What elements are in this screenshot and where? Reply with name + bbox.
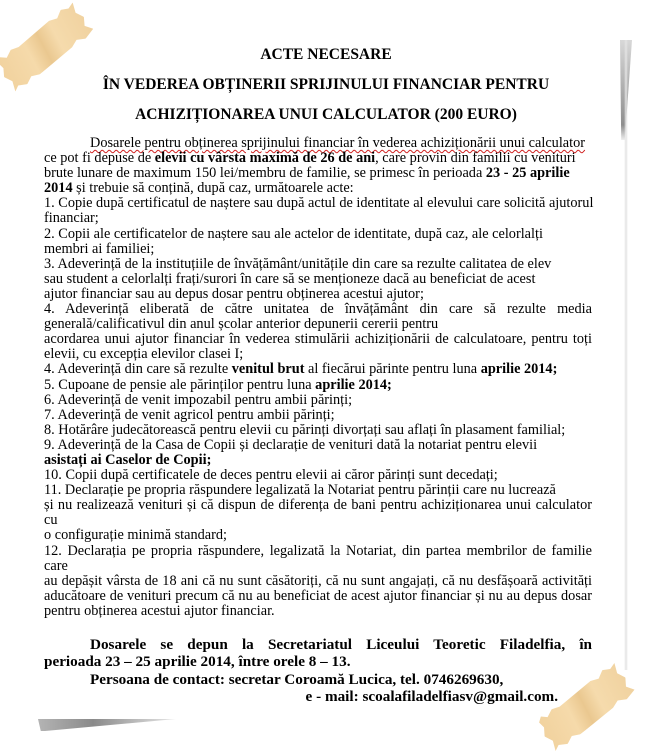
intro-text: ce pot fi depuse de <box>44 150 155 167</box>
intro-bold-year: 2014 <box>44 180 73 197</box>
list-item: 4. Adeverință eliberată de către unitatea de învățământ din care să rezulte media <box>44 301 592 318</box>
list-item: 3. Adeverință de la instituțiile de învățământ/unitățile din care sa rezulte calitatea de elev <box>44 255 552 272</box>
item-bold: venitul brut <box>231 361 305 378</box>
contact-person: Persoana de contact: secretar Coroamă Lucica, tel. 0746269630, <box>90 670 504 688</box>
item-bold: asistați ai Caselor de Copii; <box>44 451 212 468</box>
list-item-continuation: aducătoare de venituri precum că nu au beneficiat de acest ajutor financiar și nu au depus dosar <box>44 587 592 604</box>
item-bold: aprilie 2014; <box>480 361 558 378</box>
intro-bold-age: elevii cu vârsta maximă de 26 de ani <box>154 150 376 167</box>
item-bold: aprilie 2014; <box>315 376 392 393</box>
submission-location: Dosarele se depun la Secretariatul Liceului Teoretic Filadelfia, în <box>90 636 592 653</box>
intro-text: Dosarele pentru obținerea sprijinului financiar în vederea achiziționării unui calculator <box>90 135 586 151</box>
document-subtitle-line-2: ACHIZIȚIONAREA UNUI CALCULATOR (200 EURO) <box>135 106 517 123</box>
intro-line <box>44 151 592 166</box>
list-item: 9. Adeverință de la Casa de Copii și declarație de venituri dată la notariat pentru elevii <box>44 436 538 453</box>
submission-period: perioada 23 – 25 aprilie 2014, între orele 8 – 13. <box>44 653 351 671</box>
list-item-continuation: ajutor financiar sau au depus dosar pentru obținerea acestui ajutor; <box>44 285 424 302</box>
list-item: 8. Hotărâre judecătorească pentru elevii cu părinți divorțați sau aflați în plasament familial; <box>44 421 566 438</box>
intro-text: , care provin din familii cu venituri <box>375 150 576 167</box>
page-curl-shadow-bottom <box>38 719 176 731</box>
list-item: 7. Adeverință de venit agricol pentru ambii părinți; <box>44 406 335 423</box>
list-item <box>44 362 592 377</box>
list-item-continuation: acordarea unui ajutor financiar în vederea stimulării achiziționării de calculatoare, pentru toți <box>44 331 592 348</box>
list-item <box>44 378 592 393</box>
list-item-continuation: membri ai familiei; <box>44 240 155 257</box>
list-item: 2. Copii ale certificatelor de naștere sau ale actelor de identitate, după caz, ale celorlalți <box>44 225 543 242</box>
list-item-continuation <box>44 453 592 468</box>
list-item: 1. Copie după certificatul de naștere sau după actul de identitate al elevului care solicită ajutorul <box>44 195 594 212</box>
document-title: ACTE NECESARE <box>260 46 392 63</box>
list-item-continuation: sau student a celorlalți frați/surori în care să se menționeze dacă au beneficiat de acest <box>44 270 536 287</box>
contact-email[interactable]: e - mail: scoalafiladelfiasv@gmail.com. <box>305 687 558 705</box>
list-item-continuation: pentru obținerea acestui ajutor financiar. <box>44 602 275 619</box>
submission-info <box>44 636 592 705</box>
intro-line <box>44 136 592 151</box>
intro-text: și trebuie să conțină, după caz, următoarele acte: <box>72 180 354 197</box>
intro-line <box>44 181 592 196</box>
item-text: 4. Adeverință din care să rezulte <box>44 361 232 378</box>
intro-paragraph <box>44 136 592 196</box>
list-item: 6. Adeverință de venit impozabil pentru ambii părinți; <box>44 391 353 408</box>
list-item-continuation: generală/calificativul din anul școlar anterior depunerii cererii pentru <box>44 316 439 333</box>
item-text: 5. Cupoane de pensie ale părinților pentru luna <box>44 376 316 393</box>
list-item-continuation: o configurație minimă standard; <box>44 527 228 544</box>
document-subtitle-line-1: ÎN VEDEREA OBȚINERII SPRIJINULUI FINANCIAR PENTRU <box>102 76 550 93</box>
document-body <box>44 136 592 619</box>
list-item: 10. Copii după certificatele de deces pentru elevii ai căror părinți sunt decedați; <box>44 467 498 484</box>
list-item-continuation: au depășit vârsta de 18 ani că nu sunt căsătoriți, că nu sunt angajați, că nu desfășoară activități <box>44 572 592 589</box>
intro-line <box>44 166 592 181</box>
list-item: 12. Declarația pe propria răspundere, legalizată la Notariat, din partea membrilor de familie care <box>44 542 592 574</box>
intro-bold-dates: 23 - 25 aprilie <box>485 165 570 182</box>
list-item-continuation: elevii, cu excepția elevilor clasei I; <box>44 346 244 363</box>
item-text: al fiecărui părinte pentru luna <box>304 361 481 378</box>
list-item-continuation: financiar; <box>44 210 99 227</box>
intro-text: brute lunare de maximum 150 lei/membru de familie, se primesc în perioada <box>44 165 486 182</box>
list-item-continuation: și nu realizează venituri și că dispun de diferența de bani pentru achiziționarea unui calculator cu <box>44 497 592 529</box>
list-item: 11. Declarație pe propria răspundere legalizată la Notariat pentru părinții care nu lucrează <box>44 482 556 499</box>
page-edge-shadow <box>620 40 630 670</box>
requirements-list <box>44 196 592 619</box>
